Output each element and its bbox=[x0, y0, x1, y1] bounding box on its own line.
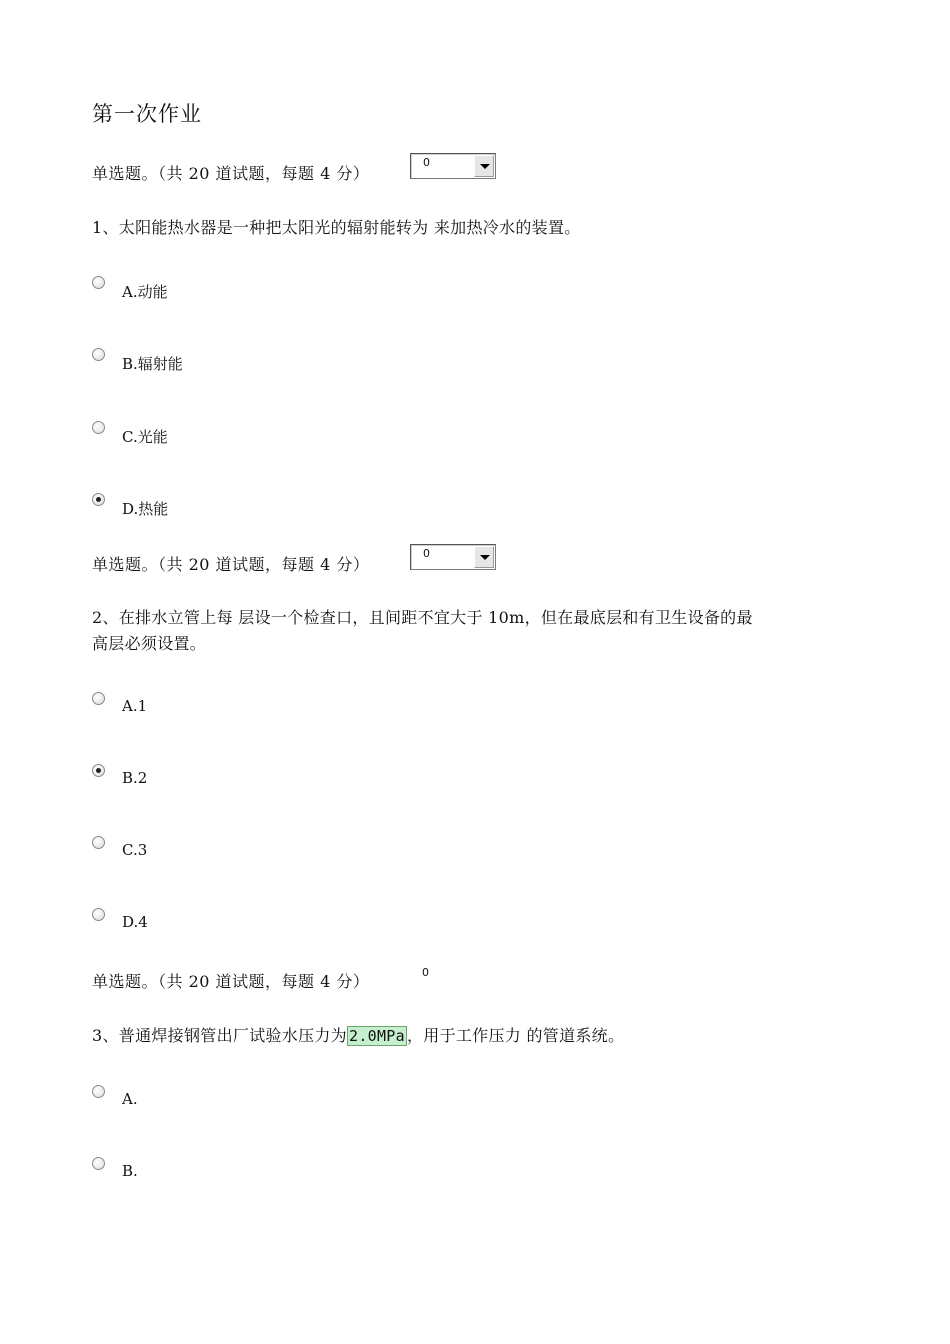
option-radio-1d[interactable] bbox=[92, 493, 105, 506]
question-2-text-line-2: 高层必须设置。 bbox=[92, 634, 207, 653]
score-select-value: 0 bbox=[423, 547, 430, 560]
option-label-3b: B. bbox=[122, 1162, 138, 1180]
question-3-text-after: ，用于工作压力 的管道系统。 bbox=[406, 1026, 625, 1045]
option-radio-1b[interactable] bbox=[92, 348, 105, 361]
option-radio-2b[interactable] bbox=[92, 764, 105, 777]
option-radio-3a[interactable] bbox=[92, 1085, 105, 1098]
chevron-down-icon[interactable] bbox=[474, 155, 494, 177]
score-select-2[interactable] bbox=[410, 544, 496, 570]
option-label-2d: D.4 bbox=[122, 913, 148, 931]
page-title: 第一次作业 bbox=[92, 102, 202, 126]
option-radio-2a[interactable] bbox=[92, 692, 105, 705]
section-header-1: 单选题。（共 20 道试题，每题 4 分） bbox=[92, 164, 370, 183]
option-radio-2c[interactable] bbox=[92, 836, 105, 849]
option-label-1d: D.热能 bbox=[122, 500, 169, 518]
score-value-3: 0 bbox=[422, 966, 429, 979]
option-radio-2d[interactable] bbox=[92, 908, 105, 921]
option-radio-1a[interactable] bbox=[92, 276, 105, 289]
option-label-3a: A. bbox=[122, 1090, 138, 1108]
option-label-1c: C.光能 bbox=[122, 428, 168, 446]
option-label-2a: A.1 bbox=[122, 697, 148, 715]
question-3-text bbox=[92, 1023, 624, 1049]
option-label-1a: A.动能 bbox=[122, 283, 168, 301]
option-label-2b: B.2 bbox=[122, 769, 148, 787]
question-3-text-before: 3、普通焊接钢管出厂试验水压力为 bbox=[92, 1026, 347, 1045]
question-2-text-line-1: 2、在排水立管上每 层设一个检查口，且间距不宜大于 10m，但在最底层和有卫生设备的最 bbox=[92, 608, 753, 627]
chevron-down-icon[interactable] bbox=[474, 546, 494, 568]
option-radio-1c[interactable] bbox=[92, 421, 105, 434]
section-header-3: 单选题。（共 20 道试题，每题 4 分） bbox=[92, 972, 370, 991]
question-3-highlight: 2.0MPa bbox=[348, 1027, 405, 1045]
score-select-value: 0 bbox=[423, 156, 430, 169]
question-1-text: 1、太阳能热水器是一种把太阳光的辐射能转为 来加热冷水的装置。 bbox=[92, 218, 581, 237]
section-header-2: 单选题。（共 20 道试题，每题 4 分） bbox=[92, 555, 370, 574]
option-label-1b: B.辐射能 bbox=[122, 355, 183, 373]
option-label-2c: C.3 bbox=[122, 841, 148, 859]
score-select-1[interactable] bbox=[410, 153, 496, 179]
option-radio-3b[interactable] bbox=[92, 1157, 105, 1170]
